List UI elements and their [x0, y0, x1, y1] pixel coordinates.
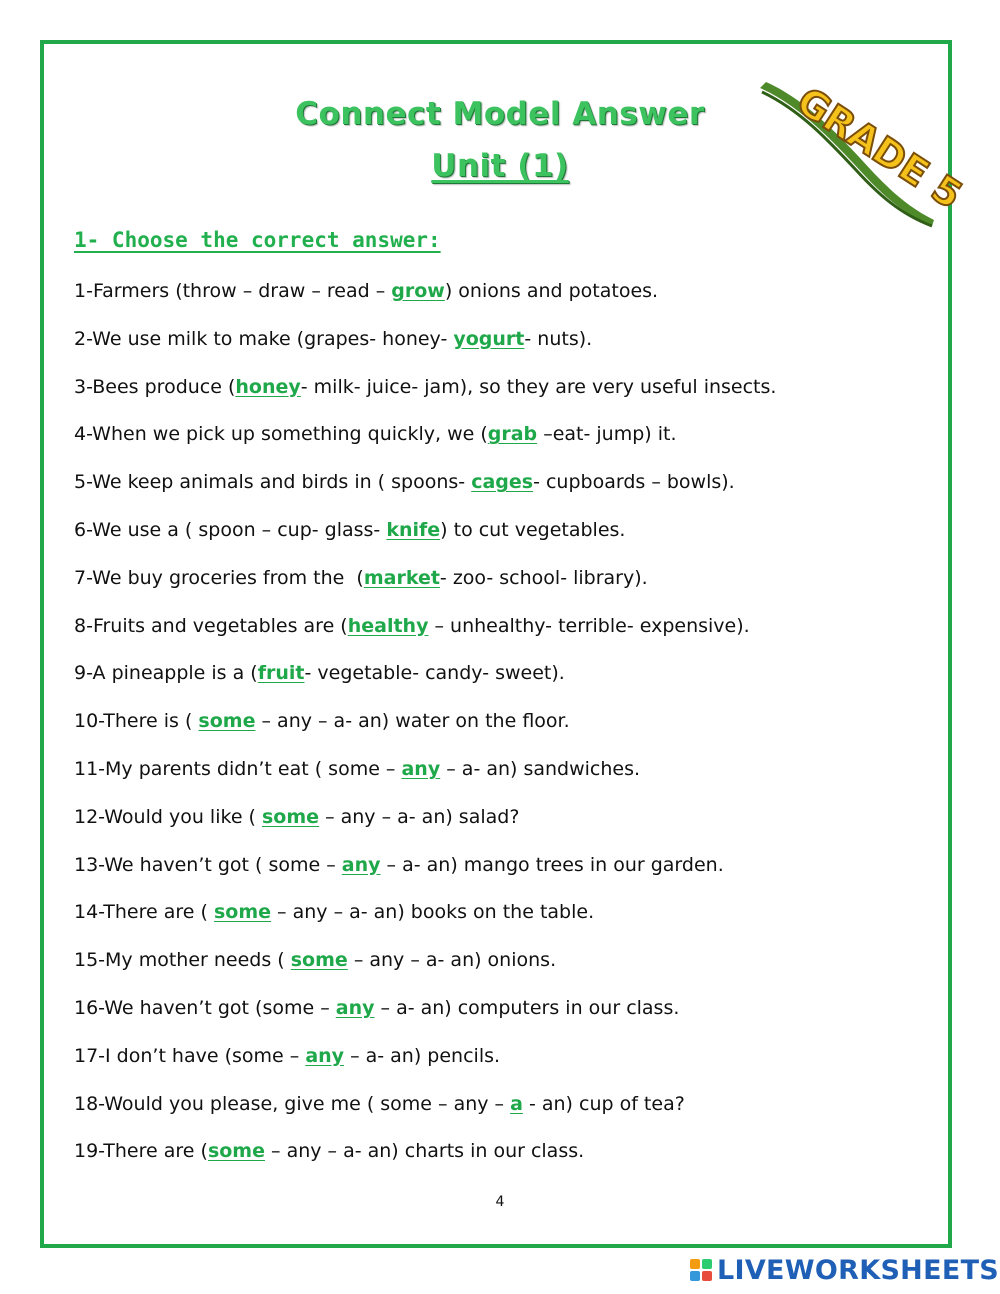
answer-choice: knife — [386, 519, 441, 541]
question-text-after: - zoo- school- library). — [439, 566, 648, 589]
question-item — [74, 1093, 685, 1115]
question-text-after: - an) cup of tea? — [522, 1092, 685, 1115]
question-text-after: - milk- juice- jam), so they are very useful insects. — [300, 375, 777, 398]
question-item — [74, 423, 677, 445]
answer-choice: some — [207, 1140, 265, 1163]
question-item — [74, 901, 594, 923]
question-item — [74, 471, 735, 493]
question-text-before: 19-There are ( — [74, 1140, 208, 1163]
question-text-before: 9-A pineapple is a ( — [74, 662, 258, 685]
question-item — [74, 997, 679, 1019]
question-item — [74, 1045, 500, 1067]
question-text-after: – a- an) sandwiches. — [440, 758, 641, 780]
answer-choice: some — [198, 710, 256, 733]
question-text-after: - vegetable- candy- sweet). — [304, 662, 565, 685]
question-text-before: 5-We keep animals and birds in ( spoons- — [74, 471, 472, 494]
question-item — [74, 280, 658, 302]
svg-text:GRADE 5: GRADE 5 — [789, 78, 970, 218]
question-item — [74, 854, 724, 876]
question-text-after: – a- an) mango trees in our garden. — [380, 853, 724, 876]
answer-choice: market — [363, 566, 440, 589]
question-text-after: – unhealthy- terrible- expensive). — [428, 614, 750, 637]
unit-label: Unit (1) — [431, 148, 569, 184]
question-text-before: 14-There are ( — [74, 901, 214, 924]
question-text-before: 3-Bees produce ( — [74, 375, 236, 398]
question-text-before: 6-We use a ( spoon – cup- glass- — [74, 519, 387, 541]
answer-choice: some — [213, 901, 272, 924]
question-text-before: 10-There is ( — [74, 710, 199, 733]
question-text-after: – any – a- an) charts in our class. — [264, 1140, 585, 1163]
question-text-before: 1-Farmers (throw – draw – read – — [74, 280, 392, 302]
answer-choice: grow — [391, 280, 445, 302]
answer-choice: any — [341, 853, 381, 876]
question-text-before: 15-My mother needs ( — [74, 949, 291, 972]
question-text-after: –eat- jump) it. — [537, 423, 677, 446]
question-item — [74, 949, 556, 971]
watermark-text: LIVEWORKSHEETS — [717, 1254, 1000, 1286]
answer-choice: cages — [471, 471, 534, 494]
answer-choice: a — [510, 1092, 523, 1115]
question-text-before: 8-Fruits and vegetables are ( — [74, 614, 348, 637]
answer-choice: grab — [487, 423, 538, 446]
question-item — [74, 519, 625, 541]
question-item — [74, 806, 519, 828]
question-text-after: – any – a- an) books on the table. — [271, 901, 595, 924]
question-text-before: 12-Would you like ( — [74, 805, 262, 828]
answer-choice: any — [335, 997, 375, 1019]
page-title: Connect Model Answer — [295, 96, 705, 132]
question-text-before: 16-We haven’t got (some – — [74, 997, 336, 1019]
question-item — [74, 615, 750, 637]
question-text-before: 2-We use milk to make (grapes- honey- — [74, 327, 454, 350]
answer-choice: any — [305, 1044, 345, 1067]
question-item — [74, 710, 570, 732]
question-text-after: – any – a- an) salad? — [319, 805, 520, 828]
question-text-after: – a- an) pencils. — [344, 1044, 501, 1067]
answer-choice: any — [401, 758, 441, 780]
question-item — [74, 567, 648, 589]
question-text-before: 17-I don’t have (some – — [74, 1044, 306, 1067]
question-text-after: – any – a- an) water on the floor. — [255, 710, 570, 733]
answer-choice: fruit — [257, 662, 305, 685]
question-text-after: - nuts). — [524, 327, 593, 350]
answer-choice: yogurt — [453, 327, 525, 350]
answer-choice: healthy — [347, 614, 429, 637]
question-text-after: - cupboards – bowls). — [533, 471, 735, 494]
question-text-before: 4-When we pick up something quickly, we ( — [74, 423, 488, 446]
question-text-before: 18-Would you please, give me ( some – any – — [74, 1092, 511, 1115]
question-item — [74, 758, 640, 780]
answer-choice: some — [262, 805, 320, 828]
question-text-after: – any – a- an) onions. — [347, 949, 557, 972]
answer-choice: honey — [235, 375, 301, 398]
question-item — [74, 1140, 584, 1162]
watermark — [690, 1253, 999, 1287]
question-item — [74, 328, 592, 350]
question-text-before: 11-My parents didn’t eat ( some – — [74, 758, 402, 780]
question-item — [74, 662, 565, 684]
page-number: 4 — [495, 1194, 505, 1210]
question-item — [74, 376, 776, 398]
question-text-after: – a- an) computers in our class. — [374, 997, 680, 1019]
question-text-before: 7-We buy groceries from the ( — [74, 566, 364, 589]
liveworksheets-icon — [690, 1259, 712, 1281]
question-text-after: ) to cut vegetables. — [440, 519, 626, 541]
grade-5-logo — [756, 64, 970, 230]
answer-choice: some — [290, 949, 348, 972]
section-heading: 1- Choose the correct answer: — [74, 228, 441, 252]
question-text-before: 13-We haven’t got ( some – — [74, 853, 342, 876]
question-text-after: ) onions and potatoes. — [444, 280, 659, 302]
